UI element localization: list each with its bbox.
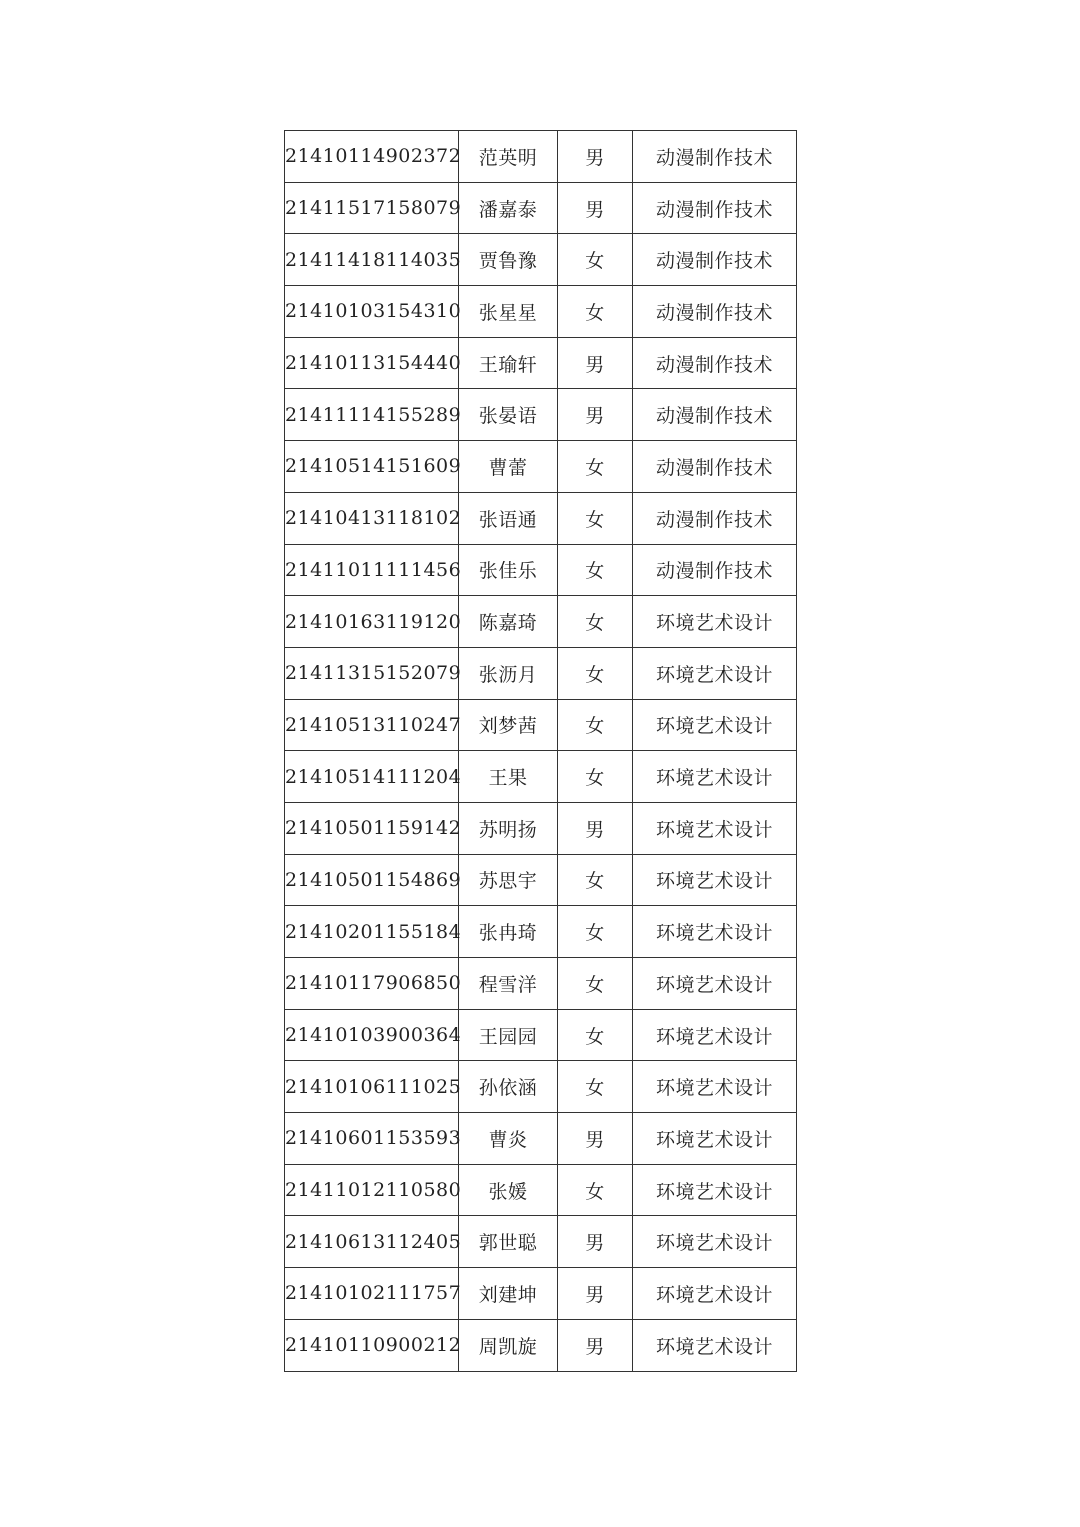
major-cell: 动漫制作技术 [633, 182, 797, 234]
major-cell: 环境艺术设计 [633, 647, 797, 699]
student-id-cell: 21411517158079 [285, 182, 459, 234]
gender-cell: 男 [558, 1216, 633, 1268]
table-row [285, 441, 797, 493]
table-row [285, 182, 797, 234]
student-name-cell: 孙依涵 [459, 1061, 558, 1113]
student-name-cell: 张沥月 [459, 647, 558, 699]
student-name-cell: 张星星 [459, 286, 558, 338]
table-row [285, 1164, 797, 1216]
gender-cell: 女 [558, 647, 633, 699]
gender-cell: 男 [558, 1319, 633, 1371]
gender-cell: 女 [558, 1061, 633, 1113]
student-name-cell: 张晏语 [459, 389, 558, 441]
gender-cell: 男 [558, 1268, 633, 1320]
student-name-cell: 苏明扬 [459, 802, 558, 854]
student-id-cell: 21411011111456 [285, 544, 459, 596]
gender-cell: 男 [558, 1113, 633, 1165]
student-table-body [285, 131, 797, 1372]
major-cell: 动漫制作技术 [633, 234, 797, 286]
table-row [285, 131, 797, 183]
gender-cell: 男 [558, 182, 633, 234]
major-cell: 环境艺术设计 [633, 1061, 797, 1113]
gender-cell: 女 [558, 286, 633, 338]
student-id-cell: 21410613112405 [285, 1216, 459, 1268]
student-id-cell: 21410106111025 [285, 1061, 459, 1113]
gender-cell: 女 [558, 751, 633, 803]
student-name-cell: 程雪洋 [459, 958, 558, 1010]
table-row [285, 544, 797, 596]
major-cell: 环境艺术设计 [633, 1009, 797, 1061]
student-table [284, 130, 797, 1372]
student-name-cell: 张佳乐 [459, 544, 558, 596]
student-id-cell: 21410103154310 [285, 286, 459, 338]
student-name-cell: 王园园 [459, 1009, 558, 1061]
gender-cell: 女 [558, 1164, 633, 1216]
gender-cell: 女 [558, 854, 633, 906]
table-row [285, 492, 797, 544]
student-name-cell: 王果 [459, 751, 558, 803]
student-id-cell: 21410513110247 [285, 699, 459, 751]
student-id-cell: 21411418114035 [285, 234, 459, 286]
table-row [285, 1009, 797, 1061]
student-id-cell: 21410114902372 [285, 131, 459, 183]
table-row [285, 596, 797, 648]
student-id-cell: 21410501154869 [285, 854, 459, 906]
major-cell: 环境艺术设计 [633, 854, 797, 906]
table-row [285, 337, 797, 389]
table-row [285, 958, 797, 1010]
gender-cell: 男 [558, 802, 633, 854]
student-name-cell: 张语通 [459, 492, 558, 544]
student-name-cell: 刘梦茜 [459, 699, 558, 751]
student-id-cell: 21410501159142 [285, 802, 459, 854]
student-name-cell: 周凯旋 [459, 1319, 558, 1371]
major-cell: 动漫制作技术 [633, 441, 797, 493]
student-name-cell: 曹炎 [459, 1113, 558, 1165]
student-name-cell: 陈嘉琦 [459, 596, 558, 648]
major-cell: 环境艺术设计 [633, 1216, 797, 1268]
student-name-cell: 郭世聪 [459, 1216, 558, 1268]
gender-cell: 女 [558, 596, 633, 648]
student-id-cell: 21410103900364 [285, 1009, 459, 1061]
student-name-cell: 潘嘉泰 [459, 182, 558, 234]
major-cell: 动漫制作技术 [633, 544, 797, 596]
student-name-cell: 曹蕾 [459, 441, 558, 493]
gender-cell: 女 [558, 441, 633, 493]
student-id-cell: 21410163119120 [285, 596, 459, 648]
major-cell: 动漫制作技术 [633, 337, 797, 389]
gender-cell: 男 [558, 131, 633, 183]
table-row [285, 906, 797, 958]
major-cell: 动漫制作技术 [633, 131, 797, 183]
student-id-cell: 21410413118102 [285, 492, 459, 544]
table-row [285, 647, 797, 699]
major-cell: 环境艺术设计 [633, 802, 797, 854]
gender-cell: 女 [558, 544, 633, 596]
major-cell: 动漫制作技术 [633, 492, 797, 544]
student-name-cell: 苏思宇 [459, 854, 558, 906]
student-name-cell: 张媛 [459, 1164, 558, 1216]
student-id-cell: 21410514111204 [285, 751, 459, 803]
table-row [285, 286, 797, 338]
major-cell: 环境艺术设计 [633, 751, 797, 803]
gender-cell: 女 [558, 906, 633, 958]
table-row [285, 234, 797, 286]
student-id-cell: 21410113154440 [285, 337, 459, 389]
table-row [285, 1061, 797, 1113]
gender-cell: 男 [558, 389, 633, 441]
student-id-cell: 21410110900212 [285, 1319, 459, 1371]
student-id-cell: 21410514151609 [285, 441, 459, 493]
student-name-cell: 贾鲁豫 [459, 234, 558, 286]
student-id-cell: 21410117906850 [285, 958, 459, 1010]
student-id-cell: 21411114155289 [285, 389, 459, 441]
table-row [285, 1113, 797, 1165]
major-cell: 环境艺术设计 [633, 1164, 797, 1216]
major-cell: 环境艺术设计 [633, 1113, 797, 1165]
student-name-cell: 刘建坤 [459, 1268, 558, 1320]
major-cell: 环境艺术设计 [633, 1319, 797, 1371]
student-id-cell: 21411315152079 [285, 647, 459, 699]
gender-cell: 男 [558, 337, 633, 389]
table-row [285, 1216, 797, 1268]
student-name-cell: 范英明 [459, 131, 558, 183]
gender-cell: 女 [558, 958, 633, 1010]
table-row [285, 802, 797, 854]
student-id-cell: 21410102111757 [285, 1268, 459, 1320]
major-cell: 环境艺术设计 [633, 596, 797, 648]
gender-cell: 女 [558, 699, 633, 751]
major-cell: 环境艺术设计 [633, 906, 797, 958]
major-cell: 环境艺术设计 [633, 699, 797, 751]
table-row [285, 854, 797, 906]
table-row [285, 699, 797, 751]
student-id-cell: 21411012110580 [285, 1164, 459, 1216]
student-name-cell: 张冉琦 [459, 906, 558, 958]
table-row [285, 389, 797, 441]
gender-cell: 女 [558, 492, 633, 544]
table-row [285, 1268, 797, 1320]
gender-cell: 女 [558, 234, 633, 286]
student-id-cell: 21410201155184 [285, 906, 459, 958]
major-cell: 动漫制作技术 [633, 286, 797, 338]
table-row [285, 751, 797, 803]
gender-cell: 女 [558, 1009, 633, 1061]
major-cell: 环境艺术设计 [633, 1268, 797, 1320]
major-cell: 环境艺术设计 [633, 958, 797, 1010]
student-name-cell: 王瑜轩 [459, 337, 558, 389]
table-row [285, 1319, 797, 1371]
major-cell: 动漫制作技术 [633, 389, 797, 441]
student-id-cell: 21410601153593 [285, 1113, 459, 1165]
